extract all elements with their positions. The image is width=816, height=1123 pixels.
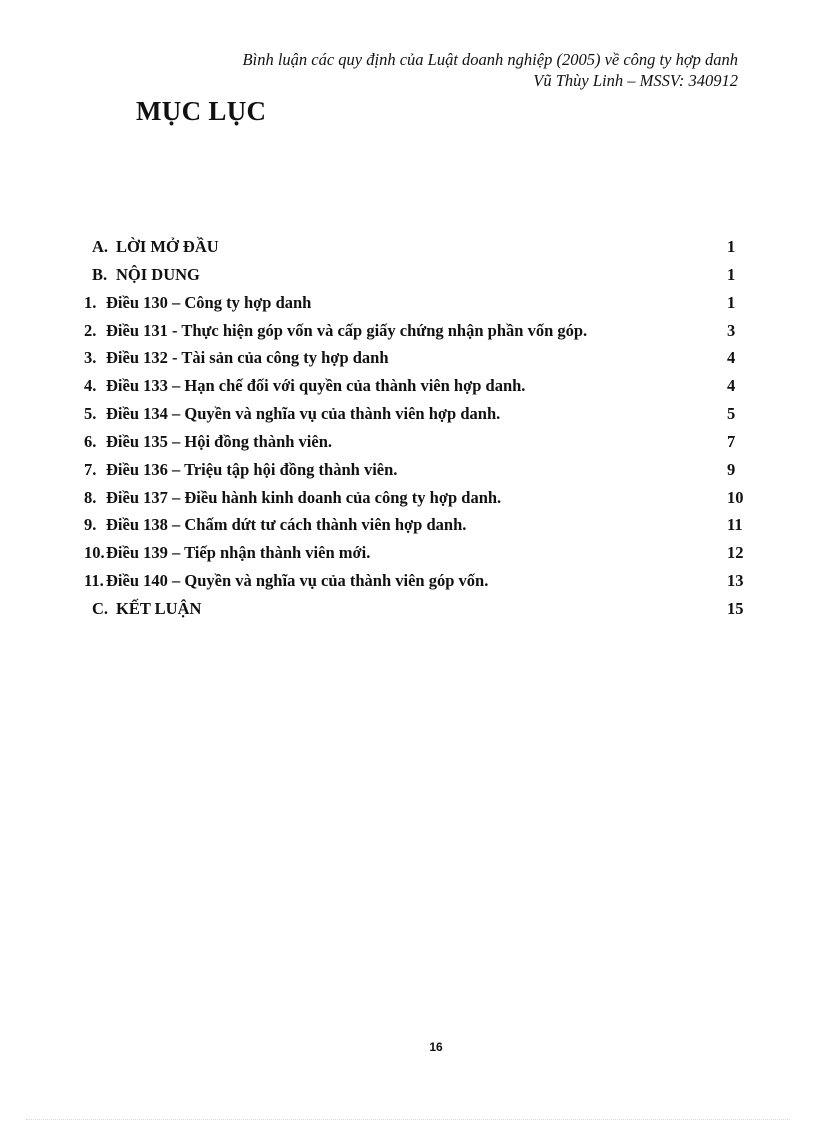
- toc-entry-number: 6.: [84, 431, 97, 451]
- toc-entry-conclusion[interactable]: [0, 597, 816, 625]
- page-bottom-divider: [26, 1119, 790, 1120]
- toc-entry-page: 3: [727, 320, 736, 340]
- toc-entry-title: Điều 140 – Quyền và nghĩa vụ của thành viên góp vốn.: [106, 571, 489, 591]
- toc-entry-number: 11.: [84, 571, 104, 591]
- toc-entry-article-132[interactable]: [0, 346, 816, 374]
- toc-entry-number: B.: [92, 264, 108, 284]
- toc-entry-page: 4: [727, 348, 736, 368]
- toc-entry-article-138[interactable]: [0, 513, 816, 541]
- page-number: 16: [429, 1040, 443, 1054]
- toc-entry-article-134[interactable]: [0, 402, 816, 430]
- toc-entry-page: 1: [727, 264, 736, 284]
- toc-entry-number: 3.: [84, 348, 97, 368]
- toc-entry-title: KẾT LUẬN: [116, 598, 202, 618]
- toc-entry-page: 12: [727, 543, 744, 563]
- toc-entry-article-135[interactable]: [0, 430, 816, 458]
- toc-entry-title: Điều 135 – Hội đồng thành viên.: [106, 431, 333, 451]
- toc-entry-title: NỘI DUNG: [116, 264, 200, 284]
- toc-entry-page: 4: [727, 376, 736, 396]
- toc-entry-page: 1: [727, 292, 736, 312]
- toc-entry-title: LỜI MỞ ĐẦU: [116, 237, 219, 256]
- toc-entry-introduction[interactable]: [0, 235, 816, 263]
- toc-entry-title: Điều 131 - Thực hiện góp vốn và cấp giấy chứng nhận phần vốn góp.: [106, 320, 588, 340]
- toc-entry-page: 15: [727, 598, 744, 618]
- toc-entry-article-140[interactable]: [0, 569, 816, 597]
- toc-entry-article-130[interactable]: [0, 291, 816, 319]
- toc-entry-page: 11: [727, 515, 743, 535]
- toc-entry-title: Điều 134 – Quyền và nghĩa vụ của thành viên hợp danh.: [106, 404, 501, 424]
- toc-entry-page: 10: [727, 487, 744, 507]
- toc-entry-content[interactable]: [0, 263, 816, 291]
- toc-entry-page: 5: [727, 404, 736, 424]
- toc-entry-title: Điều 137 – Điều hành kinh doanh của công ty hợp danh.: [106, 487, 502, 507]
- toc-entry-number: 2.: [84, 320, 97, 340]
- toc-entry-title: Điều 130 – Công ty hợp danh: [106, 292, 312, 312]
- toc-entry-title: Điều 138 – Chấm dứt tư cách thành viên hợp danh.: [106, 515, 467, 535]
- toc-entry-number: 7.: [84, 459, 97, 479]
- toc-entry-article-133[interactable]: [0, 374, 816, 402]
- toc-entry-page: 13: [727, 571, 744, 591]
- toc-entry-number: 9.: [84, 515, 97, 535]
- toc-entry-page: 7: [727, 431, 736, 451]
- toc-entry-title: Điều 139 – Tiếp nhận thành viên mới.: [106, 543, 371, 563]
- toc-entry-article-139[interactable]: [0, 541, 816, 569]
- running-header-title: Bình luận các quy định của Luật doanh nghiệp (2005) về công ty hợp danh: [242, 50, 738, 69]
- toc-entry-title: Điều 132 - Tài sản của công ty hợp danh: [106, 348, 389, 368]
- toc-entry-title: Điều 133 – Hạn chế đối với quyền của thành viên hợp danh.: [106, 376, 526, 396]
- toc-entry-page: 9: [727, 459, 736, 479]
- toc-entry-article-131[interactable]: [0, 319, 816, 347]
- toc-entry-page: 1: [727, 237, 736, 256]
- toc-entry-number: A.: [92, 237, 109, 256]
- toc-entry-number: 10.: [84, 543, 105, 563]
- page-title: MỤC LỤC: [136, 96, 267, 126]
- toc-entry-number: 4.: [84, 376, 97, 396]
- toc-entry-number: 8.: [84, 487, 97, 507]
- toc-entry-number: 1.: [84, 292, 97, 312]
- table-of-contents: [0, 235, 816, 625]
- toc-entry-article-136[interactable]: [0, 458, 816, 486]
- running-header-author: Vũ Thùy Linh – MSSV: 340912: [533, 71, 738, 90]
- toc-entry-title: Điều 136 – Triệu tập hội đồng thành viên.: [106, 459, 398, 479]
- toc-entry-number: 5.: [84, 404, 97, 424]
- toc-entry-number: C.: [92, 598, 109, 618]
- toc-entry-article-137[interactable]: [0, 486, 816, 514]
